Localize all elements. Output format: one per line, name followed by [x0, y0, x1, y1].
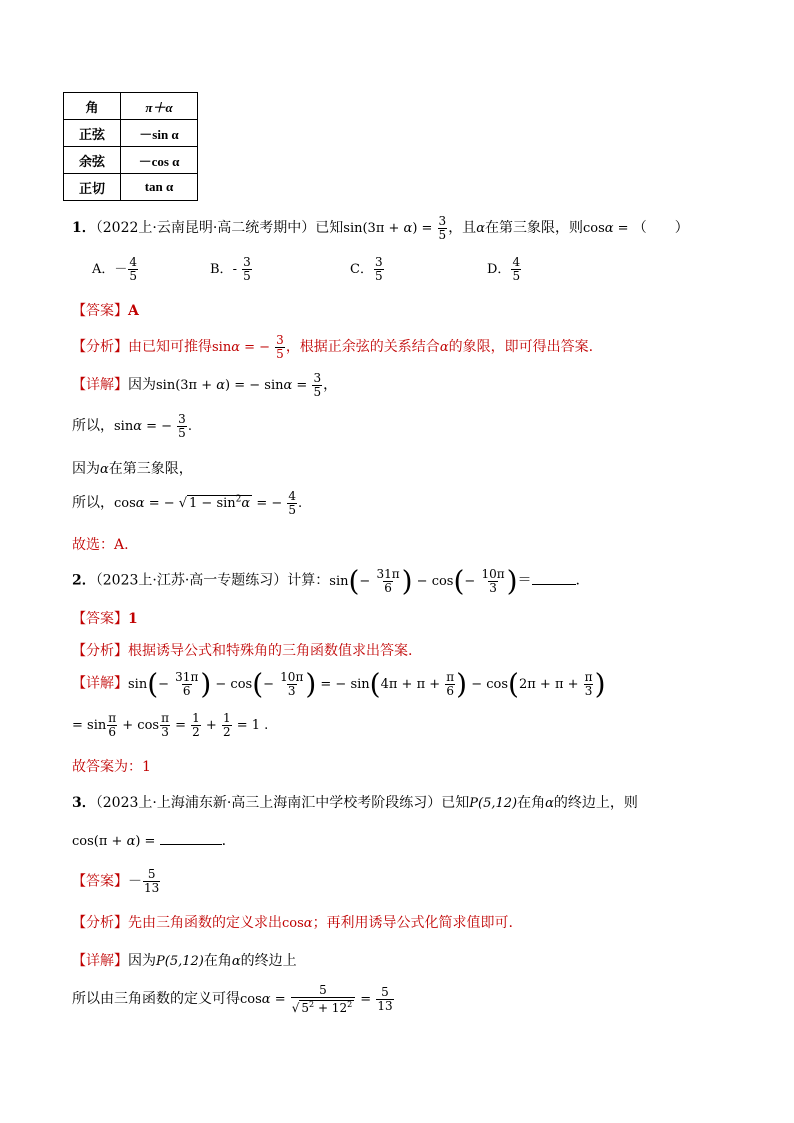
analysis-text: ；再利用诱导公式化简求值即可.: [312, 915, 514, 931]
stem-text: 计算：: [287, 572, 330, 589]
alpha-symbol: α: [100, 462, 109, 477]
formula: sinα = − $\frac{3}{5}$: [212, 333, 284, 361]
formula: cosα: [282, 916, 313, 931]
alpha-symbol: α: [476, 221, 485, 236]
detail-text: 在角: [203, 953, 232, 969]
q1-analysis: [72, 334, 593, 361]
stem-text: 在角: [517, 795, 546, 811]
answer-sign: －: [128, 873, 142, 890]
question-3-stem: [72, 792, 638, 812]
table-cell: tan α: [121, 174, 198, 201]
formula: sin(− $\frac{31\pi}{6}$ ) − cos(− $\frac{10\pi}{3}$ ): [329, 564, 518, 597]
option-d[interactable]: [487, 256, 522, 283]
option-num: 3: [374, 255, 383, 269]
detail-tag: 【详解】: [72, 675, 128, 692]
question-3-formula: cos(π + α) = .: [72, 833, 227, 849]
option-label: C．: [350, 262, 373, 277]
q3-step: [72, 984, 395, 1015]
question-source: （2023上·江苏·高一专题练习）: [95, 572, 288, 589]
formula: sin(3π + α) = $\frac{3}{5}$: [343, 214, 447, 242]
detail-tag: 【详解】: [72, 953, 128, 969]
table-row: [64, 147, 198, 174]
analysis-text: 根据诱导公式和特殊角的三角函数值求出答案.: [128, 643, 413, 659]
option-num: 3: [243, 255, 251, 269]
table-cell: －cos α: [121, 147, 198, 174]
answer-value: A: [128, 303, 139, 319]
induction-formula-table: [63, 92, 198, 201]
q3-analysis: [72, 912, 513, 932]
question-1-stem: [72, 215, 689, 242]
alpha-symbol: α: [545, 796, 554, 811]
detail-tag: 【详解】: [72, 377, 128, 393]
answer-tag: 【答案】: [72, 303, 128, 319]
answer-tag: 【答案】: [72, 611, 128, 627]
option-num: 4: [512, 255, 521, 269]
alpha-symbol: α: [439, 340, 449, 355]
question-2-stem: [72, 564, 580, 597]
analysis-text: 先由三角函数的定义求出: [128, 915, 282, 931]
option-label: A．: [92, 262, 115, 277]
detail-text: 的终边上: [240, 953, 297, 969]
question-number: 2．: [72, 572, 96, 589]
q2-step: [72, 712, 268, 739]
q3-answer: [72, 868, 161, 895]
stem-text: ，且: [448, 220, 477, 236]
stem-text: 在第三象限，则: [484, 220, 583, 236]
answer-den: 13: [144, 881, 160, 895]
table-row: [64, 120, 198, 147]
analysis-tag: 【分析】: [72, 339, 128, 355]
q1-step-2: [72, 458, 193, 478]
analysis-tag: 【分析】: [72, 915, 128, 931]
step-text: 所以由三角函数的定义可得: [72, 991, 240, 1007]
option-a[interactable]: [92, 256, 139, 283]
final-text: 故答案为：1: [72, 759, 151, 775]
analysis-text: ，根据正余弦的关系结合: [285, 339, 440, 355]
step-text: 所以，: [72, 418, 114, 434]
formula: sin(− $\frac{31\pi}{6}$ ) − cos(− $\frac{10\pi}{3}$ ) = − sin(4π + π + $\frac{\pi}{6}$ ) − cos(2π + π + $\frac{\pi}{3}$ ): [128, 667, 606, 700]
answer-blank[interactable]: [160, 844, 222, 845]
detail-text: 因为: [128, 953, 156, 969]
answer-tag: 【答案】: [72, 873, 128, 890]
q2-detail: [72, 667, 606, 700]
point-label: P(5,12): [156, 954, 204, 969]
stem-text: （ ）: [632, 220, 689, 236]
analysis-tag: 【分析】: [72, 643, 128, 659]
question-source: （2022上·云南昆明·高二统考期中）: [95, 220, 316, 236]
table-cell: π＋α: [121, 93, 198, 120]
stem-text: ＝: [517, 572, 532, 589]
option-b[interactable]: [210, 256, 253, 283]
table-cell: 余弦: [64, 147, 121, 174]
option-label: D．: [487, 262, 511, 277]
option-sign: －: [114, 262, 128, 277]
question-number: 3．: [72, 795, 96, 811]
formula: cosα = $\frac{5}{√ 5^2 + 12^2}$ = $\frac{5}{13}$: [240, 983, 393, 1015]
formula: sin(3π + α) = − sinα = $\frac{3}{5}$: [156, 371, 322, 399]
q3-detail: [72, 950, 297, 970]
table-row: [64, 174, 198, 201]
table-cell: 正弦: [64, 120, 121, 147]
q2-answer: [72, 608, 138, 628]
option-sign: -: [232, 262, 237, 277]
table-cell: －sin α: [121, 120, 198, 147]
formula: cos(π + α) =: [72, 834, 160, 849]
q1-answer: [72, 300, 139, 320]
analysis-text: 由已知可推得: [128, 339, 212, 355]
stem-text: 已知: [315, 220, 344, 236]
answer-num: 5: [147, 867, 156, 881]
option-den: 5: [374, 269, 383, 283]
answer-value: 1: [128, 611, 138, 627]
stem-text: 已知: [441, 795, 470, 811]
detail-text: ，: [323, 377, 338, 393]
q1-step-1: [72, 413, 192, 440]
question-source: （2023上·上海浦东新·高三上海南汇中学校考阶段练习）: [95, 795, 442, 811]
q2-analysis: [72, 640, 412, 660]
option-c[interactable]: [350, 256, 385, 283]
answer-blank[interactable]: [532, 584, 576, 585]
step-text: 所以，: [72, 495, 114, 511]
formula: sinα = − $\frac{3}{5}$ .: [114, 412, 192, 440]
analysis-text: 的象限，即可得出答案.: [448, 339, 594, 355]
choice-text: 故选：A.: [72, 537, 129, 553]
step-text: 因为: [72, 461, 100, 477]
table-row: [64, 93, 198, 120]
option-den: 5: [129, 269, 138, 283]
formula: cosα = − √ $1 - \sin^2\alpha$ = − $\frac{4}{5}$ .: [114, 489, 303, 517]
stem-text: .: [575, 572, 580, 589]
formula: = sin $\frac{\pi}{6}$ + cos $\frac{\pi}{3}$ = $\frac{1}{2}$ + $\frac{1}{2}$ = 1 .: [72, 711, 269, 739]
option-den: 5: [243, 269, 251, 283]
option-den: 5: [512, 269, 521, 283]
q1-step-3: [72, 490, 302, 517]
table-cell: 角: [64, 93, 121, 120]
step-text: 在第三象限，: [108, 461, 193, 477]
option-label: B．: [210, 262, 233, 277]
table-cell: 正切: [64, 174, 121, 201]
alpha-symbol: α: [231, 954, 241, 969]
stem-text: 的终边上，则: [553, 795, 638, 811]
formula: cosα =: [582, 221, 633, 236]
question-number: 1．: [72, 220, 96, 236]
q1-choice: [72, 534, 129, 554]
option-num: 4: [129, 255, 138, 269]
detail-text: 因为: [128, 377, 156, 393]
q2-final: [72, 756, 151, 776]
q1-detail: [72, 372, 337, 399]
point-label: P(5,12): [469, 796, 518, 811]
